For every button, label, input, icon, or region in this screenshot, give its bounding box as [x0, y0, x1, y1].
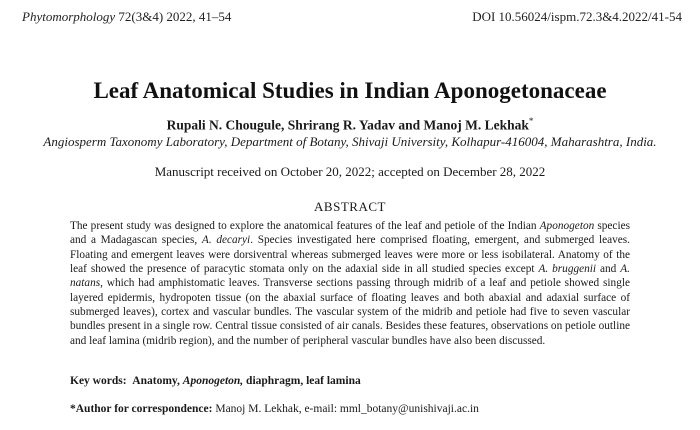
- correspondence-label: *Author for correspondence:: [70, 403, 213, 415]
- corresponding-mark: *: [528, 116, 534, 126]
- keywords: [70, 375, 361, 387]
- journal-name: Phytomorphology: [22, 9, 116, 24]
- species-name: A. decaryi: [201, 234, 251, 247]
- keyword: diaphragm, leaf lamina: [246, 375, 361, 387]
- doi: DOI 10.56024/ispm.72.3&4.2022/41-54: [472, 9, 682, 24]
- species-name: A. natans: [70, 263, 630, 290]
- abstract-text-part: species and a Madagascan species,: [70, 220, 630, 247]
- author-names: Rupali N. Chougule, Shrirang R. Yadav and Manoj M. Lekhak: [166, 117, 529, 133]
- abstract-text-part: . Species investigated here comprised floating, emergent, and submerged leaves. Floating and emergent leaves were dorsiventral whereas submerged leaves were more or less isobilateral. Anatomy of the leaf showed the presence of paracytic stomata only on the adaxial side in all studied species except: [70, 234, 630, 276]
- abstract-text: [70, 219, 630, 348]
- paper-title: Leaf Anatomical Studies in Indian Aponogetonaceae: [93, 78, 607, 103]
- manuscript-dates: Manuscript received on October 20, 2022; accepted on December 28, 2022: [154, 164, 546, 179]
- species-name: A. bruggenii: [538, 263, 597, 276]
- abstract-text-part: and: [596, 263, 621, 276]
- journal-citation: [22, 9, 231, 25]
- abstract-text-part: The present study was designed to explore the anatomical features of the leaf and petiole of the Indian: [70, 220, 540, 232]
- abstract-heading: ABSTRACT: [314, 199, 386, 214]
- author-list: [0, 116, 700, 134]
- keyword: Aponogeton,: [182, 375, 244, 387]
- correspondence-contact: Manoj M. Lekhak, e-mail: mml_botany@unishivaji.ac.in: [215, 403, 479, 415]
- species-name: Aponogeton: [539, 220, 595, 232]
- affiliation: Angiosperm Taxonomy Laboratory, Department of Botany, Shivaji University, Kolhapur-416004, Maharashtra, India.: [43, 134, 657, 149]
- correspondence: [70, 403, 479, 415]
- keywords-label: Key words:: [70, 375, 127, 387]
- journal-volume: 72(3&4) 2022, 41–54: [118, 9, 232, 24]
- abstract-text-part: , which had amphistomatic leaves. Transverse sections passing through midrib of a leaf and petiole showed single layered epidermis, hydropoten tissue (on the abaxial surface of floating leaves and both abaxial and adaxial surface of submerged leaves), cortex and vascular bundles. The vascular system of the midrib and petiole had five to seven vascular bundles present in a single row. Central tissue consisted of air canals. Besides these features, observations on petiole outline and leaf lamina (midrib region), and the number of peripheral vascular bundles have also been discussed.: [70, 277, 630, 347]
- keyword: Anatomy,: [132, 375, 180, 387]
